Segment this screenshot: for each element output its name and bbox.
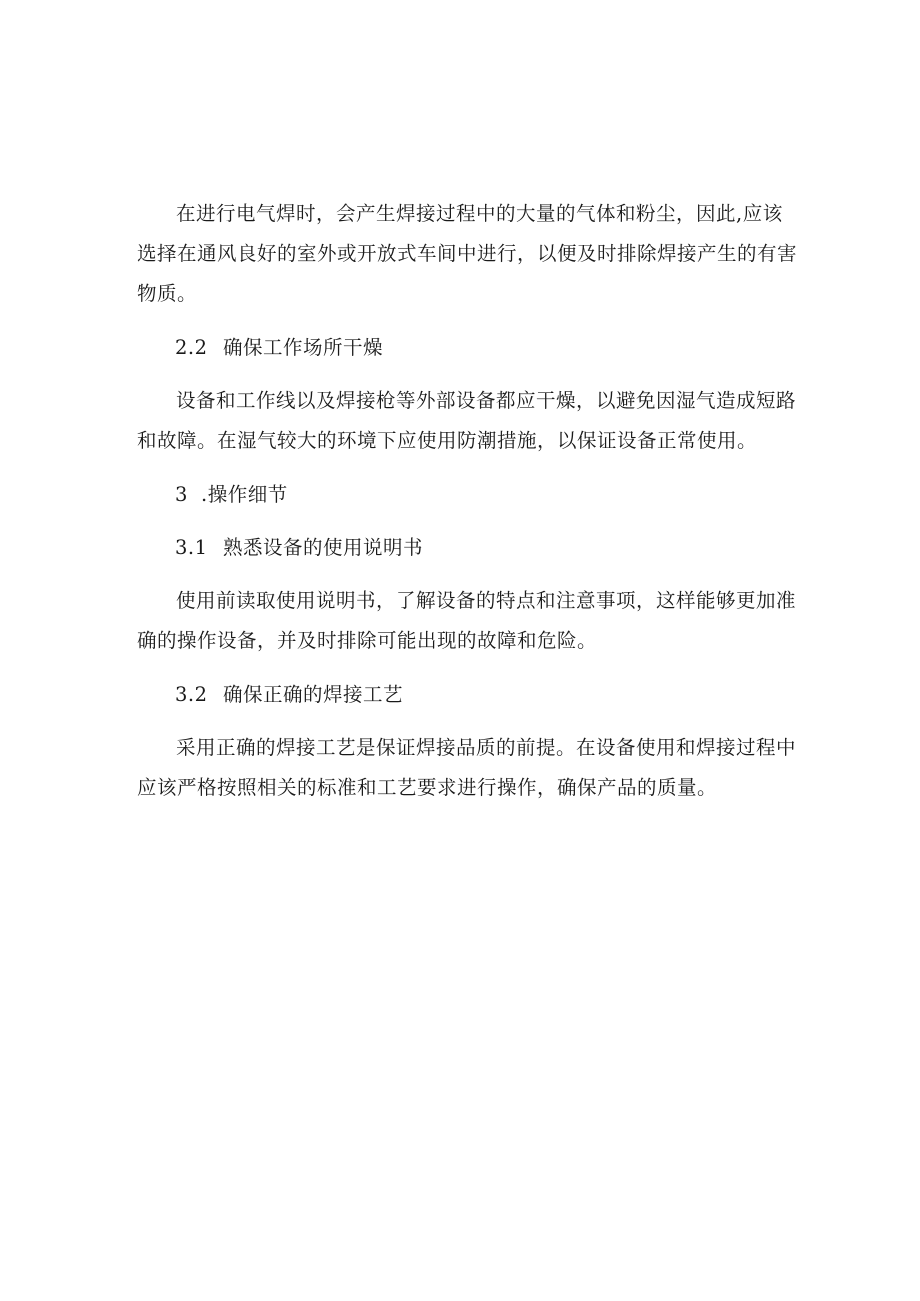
section-heading-3-1 [137,528,797,568]
paragraph-section-3-2: 采用正确的焊接工艺是保证焊接品质的前提。在设备使用和焊接过程中应该严格按照相关的标准和工艺要求进行操作，确保产品的质量。 [137,736,797,799]
section-number: 3.1 [175,536,208,559]
paragraph-intro: 在进行电气焊时，会产生焊接过程中的大量的气体和粉尘，因此,应该选择在通风良好的室外或开放式车间中进行，以便及时排除焊接产生的有害物质。 [137,202,798,305]
paragraph-section-2-2: 设备和工作线以及焊接枪等外部设备都应干燥，以避免因湿气造成短路和故障。在湿气较大的环境下应使用防潮措施，以保证设备正常使用。 [137,389,797,452]
section-title: .操作细节 [201,483,288,506]
document-body [137,194,797,808]
section-number: 3 [175,483,188,506]
section-title: 确保工作场所干燥 [223,336,384,359]
section-title: 确保正确的焊接工艺 [223,683,404,706]
section-heading-3 [137,475,797,515]
section-title: 熟悉设备的使用说明书 [223,536,424,559]
section-number: 3.2 [175,683,208,706]
section-heading-3-2 [137,675,797,715]
section-heading-2-2 [137,328,797,368]
paragraph-section-3-1: 使用前读取使用说明书，了解设备的特点和注意事项，这样能够更加准确的操作设备，并及时排除可能出现的故障和危险。 [137,589,797,652]
section-number: 2.2 [175,336,208,359]
